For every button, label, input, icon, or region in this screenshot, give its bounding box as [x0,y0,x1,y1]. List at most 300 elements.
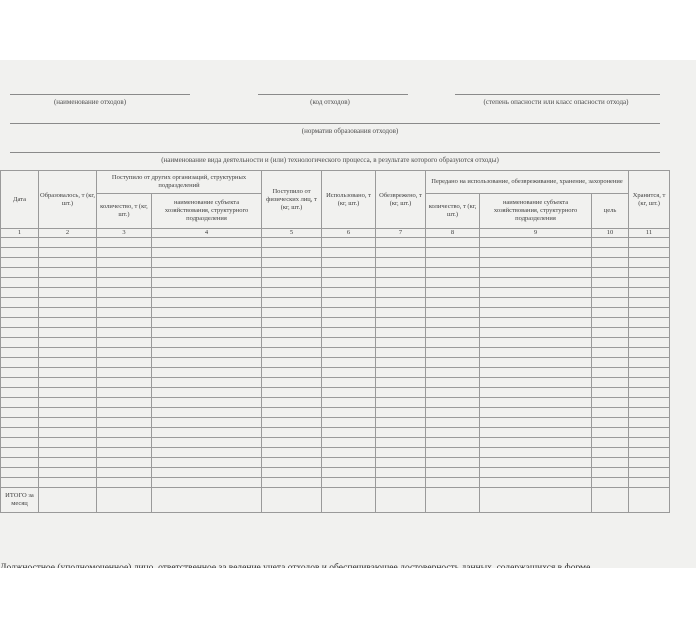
table-cell[interactable] [376,278,426,288]
table-cell[interactable] [39,368,97,378]
table-cell[interactable] [426,438,480,448]
table-cell[interactable] [629,478,670,488]
table-cell[interactable] [322,248,376,258]
table-cell[interactable] [322,308,376,318]
table-cell[interactable] [1,448,39,458]
table-cell[interactable] [322,388,376,398]
table-cell[interactable] [152,428,262,438]
table-cell[interactable] [592,348,629,358]
table-cell[interactable] [39,338,97,348]
table-cell[interactable] [262,248,322,258]
table-cell[interactable] [376,428,426,438]
table-cell[interactable] [322,238,376,248]
table-cell[interactable] [480,298,592,308]
table-cell[interactable] [97,298,152,308]
table-cell[interactable] [376,238,426,248]
table-cell[interactable] [97,408,152,418]
table-cell[interactable] [322,348,376,358]
table-cell[interactable] [629,248,670,258]
table-cell[interactable] [376,308,426,318]
table-cell[interactable] [322,268,376,278]
table-cell[interactable] [592,468,629,478]
table-cell[interactable] [629,488,670,513]
table-cell[interactable] [480,388,592,398]
table-cell[interactable] [1,278,39,288]
table-cell[interactable] [629,358,670,368]
table-cell[interactable] [1,348,39,358]
table-cell[interactable] [376,368,426,378]
table-cell[interactable] [592,448,629,458]
table-cell[interactable] [262,408,322,418]
table-cell[interactable] [152,368,262,378]
col-transferred-qty: количество, т (кг, шт.) [426,194,480,229]
table-cell[interactable] [592,328,629,338]
table-cell[interactable] [629,338,670,348]
table-cell[interactable] [39,438,97,448]
table-cell[interactable] [262,338,322,348]
table-cell[interactable] [376,438,426,448]
table-cell[interactable] [1,338,39,348]
table-cell[interactable] [152,248,262,258]
table-cell[interactable] [1,438,39,448]
table-cell[interactable] [376,468,426,478]
table-cell[interactable] [592,428,629,438]
col-formed: Образовалось, т (кг, шт.) [39,171,97,229]
table-cell[interactable] [97,488,152,513]
table-cell[interactable] [262,388,322,398]
table-cell[interactable] [592,248,629,258]
table-cell[interactable] [152,388,262,398]
table-cell[interactable] [426,458,480,468]
table-cell[interactable] [322,368,376,378]
table-cell[interactable] [376,258,426,268]
table-cell[interactable] [39,448,97,458]
table-cell[interactable] [1,408,39,418]
table-cell[interactable] [426,468,480,478]
table-cell[interactable] [39,298,97,308]
table-cell[interactable] [322,478,376,488]
table-cell[interactable] [426,288,480,298]
table-cell[interactable] [322,278,376,288]
table-cell[interactable] [322,328,376,338]
table-row [1,278,670,288]
table-cell[interactable] [592,268,629,278]
table-cell[interactable] [480,358,592,368]
table-cell[interactable] [97,288,152,298]
table-cell[interactable] [152,308,262,318]
table-cell[interactable] [152,458,262,468]
table-cell[interactable] [426,378,480,388]
table-cell[interactable] [262,428,322,438]
table-cell[interactable] [629,378,670,388]
table-cell[interactable] [39,408,97,418]
table-cell[interactable] [262,398,322,408]
table-cell[interactable] [592,478,629,488]
table-cell[interactable] [39,348,97,358]
table-cell[interactable] [426,248,480,258]
table-cell[interactable] [97,358,152,368]
table-cell[interactable] [152,398,262,408]
table-cell[interactable] [322,288,376,298]
table-cell[interactable] [426,478,480,488]
table-cell[interactable] [480,448,592,458]
table-cell[interactable] [426,428,480,438]
table-row [1,428,670,438]
table-cell[interactable] [426,408,480,418]
table-cell[interactable] [629,458,670,468]
col-received-subject: наименование субъекта хозяйствования, структурного подразделения [152,194,262,229]
table-cell[interactable] [39,358,97,368]
table-cell[interactable] [376,248,426,258]
table-cell[interactable] [592,388,629,398]
table-cell[interactable] [262,358,322,368]
table-cell[interactable] [152,478,262,488]
table-cell[interactable] [322,418,376,428]
table-cell[interactable] [1,308,39,318]
table-cell[interactable] [376,408,426,418]
table-cell[interactable] [592,258,629,268]
table-cell[interactable] [152,338,262,348]
table-cell[interactable] [262,318,322,328]
table-cell[interactable] [592,318,629,328]
table-cell[interactable] [592,488,629,513]
table-cell[interactable] [480,338,592,348]
table-cell[interactable] [322,298,376,308]
table-cell[interactable] [426,358,480,368]
table-cell[interactable] [376,348,426,358]
table-cell[interactable] [97,418,152,428]
table-cell[interactable] [39,468,97,478]
table-cell[interactable] [1,298,39,308]
table-cell[interactable] [1,268,39,278]
table-row [1,418,670,428]
table-cell[interactable] [376,328,426,338]
table-row [1,298,670,308]
table-cell[interactable] [262,368,322,378]
table-cell[interactable] [1,288,39,298]
table-cell[interactable] [97,318,152,328]
table-cell[interactable] [1,418,39,428]
table-cell[interactable] [39,238,97,248]
group-transferred: Передано на использование, обезвреживание, хранение, захоронение [426,171,629,194]
table-cell[interactable] [1,368,39,378]
table-cell[interactable] [97,438,152,448]
table-cell[interactable] [629,448,670,458]
table-cell[interactable] [1,238,39,248]
table-cell[interactable] [152,258,262,268]
table-cell[interactable] [592,278,629,288]
table-cell[interactable] [39,478,97,488]
table-cell[interactable] [152,288,262,298]
table-cell[interactable] [480,288,592,298]
table-cell[interactable] [1,468,39,478]
table-cell[interactable] [592,298,629,308]
table-cell[interactable] [592,408,629,418]
table-cell[interactable] [629,348,670,358]
table-cell[interactable] [480,418,592,428]
table-cell[interactable] [480,468,592,478]
table-cell[interactable] [426,398,480,408]
table-cell[interactable] [152,278,262,288]
table-cell[interactable] [376,268,426,278]
table-cell[interactable] [592,358,629,368]
table-cell[interactable] [97,308,152,318]
table-cell[interactable] [629,258,670,268]
table-cell[interactable] [97,238,152,248]
table-cell[interactable] [322,438,376,448]
table-cell[interactable] [629,328,670,338]
table-cell[interactable] [97,338,152,348]
table-cell[interactable] [322,428,376,438]
table-cell[interactable] [629,298,670,308]
table-cell[interactable] [262,448,322,458]
table-cell[interactable] [629,368,670,378]
table-cell[interactable] [152,378,262,388]
table-cell[interactable] [1,318,39,328]
table-cell[interactable] [426,318,480,328]
table-cell[interactable] [97,248,152,258]
table-row [1,328,670,338]
table-cell[interactable] [1,388,39,398]
table-cell[interactable] [322,378,376,388]
table-cell[interactable] [97,458,152,468]
table-cell[interactable] [1,258,39,268]
table-cell[interactable] [592,288,629,298]
waste-code-caption: (код отходов) [310,98,350,106]
table-cell[interactable] [322,488,376,513]
table-cell[interactable] [262,298,322,308]
table-cell[interactable] [39,418,97,428]
table-cell[interactable] [262,488,322,513]
table-cell[interactable] [152,408,262,418]
table-cell[interactable] [39,318,97,328]
table-cell[interactable] [322,318,376,328]
table-cell[interactable] [376,398,426,408]
table-cell[interactable] [39,428,97,438]
table-cell[interactable] [97,398,152,408]
table-cell[interactable] [39,258,97,268]
table-cell[interactable] [1,248,39,258]
table-cell[interactable] [1,458,39,468]
table-cell[interactable] [376,448,426,458]
table-cell[interactable] [629,468,670,478]
table-cell[interactable] [592,238,629,248]
table-cell[interactable] [322,338,376,348]
table-cell[interactable] [39,488,97,513]
table-cell[interactable] [629,288,670,298]
table-cell[interactable] [1,378,39,388]
table-cell[interactable] [262,468,322,478]
table-cell[interactable] [262,458,322,468]
table-cell[interactable] [322,258,376,268]
table-cell[interactable] [152,268,262,278]
table-cell[interactable] [262,438,322,448]
table-cell[interactable] [322,458,376,468]
table-cell[interactable] [262,308,322,318]
table-cell[interactable] [97,378,152,388]
table-cell[interactable] [152,238,262,248]
table-cell[interactable] [97,368,152,378]
table-cell[interactable] [97,348,152,358]
table-cell[interactable] [426,348,480,358]
table-cell[interactable] [376,378,426,388]
table-cell[interactable] [1,398,39,408]
table-cell[interactable] [152,298,262,308]
table-cell[interactable] [480,398,592,408]
table-cell[interactable] [480,368,592,378]
table-cell[interactable] [426,368,480,378]
table-cell[interactable] [376,478,426,488]
table-cell[interactable] [152,488,262,513]
table-cell[interactable] [629,278,670,288]
table-cell[interactable] [39,398,97,408]
activity-line [10,152,660,153]
col-stored: Хранится, т (кг, шт.) [629,171,670,229]
table-cell[interactable] [97,428,152,438]
table-cell[interactable] [152,438,262,448]
table-cell[interactable] [376,458,426,468]
table-cell[interactable] [426,328,480,338]
table-cell[interactable] [376,418,426,428]
table-cell[interactable] [97,478,152,488]
table-cell[interactable] [426,298,480,308]
table-cell[interactable] [592,308,629,318]
table-cell[interactable] [376,318,426,328]
table-cell[interactable] [262,478,322,488]
table-cell[interactable] [629,388,670,398]
table-cell[interactable] [1,328,39,338]
table-cell[interactable] [376,488,426,513]
table-cell[interactable] [480,478,592,488]
table-cell[interactable] [39,388,97,398]
table-cell[interactable] [376,338,426,348]
waste-ledger-table [0,170,670,513]
table-cell[interactable] [426,338,480,348]
table-cell[interactable] [376,288,426,298]
table-cell[interactable] [592,338,629,348]
table-cell[interactable] [262,288,322,298]
table-cell[interactable] [376,388,426,398]
table-cell[interactable] [592,418,629,428]
table-cell[interactable] [39,308,97,318]
table-cell[interactable] [426,268,480,278]
table-cell[interactable] [97,258,152,268]
table-cell[interactable] [426,448,480,458]
table-cell[interactable] [426,488,480,513]
table-cell[interactable] [1,478,39,488]
table-cell[interactable] [480,268,592,278]
table-cell[interactable] [39,378,97,388]
table-cell[interactable] [480,408,592,418]
table-cell[interactable] [592,398,629,408]
table-cell[interactable] [97,328,152,338]
table-cell[interactable] [262,278,322,288]
table-cell[interactable] [262,378,322,388]
table-cell[interactable] [39,328,97,338]
table-cell[interactable] [426,258,480,268]
table-cell[interactable] [262,258,322,268]
table-cell[interactable] [629,428,670,438]
table-cell[interactable] [262,418,322,428]
table-cell[interactable] [376,358,426,368]
table-cell[interactable] [39,278,97,288]
table-cell[interactable] [376,298,426,308]
table-cell[interactable] [262,328,322,338]
table-cell[interactable] [322,408,376,418]
table-cell[interactable] [39,288,97,298]
table-cell[interactable] [480,348,592,358]
table-cell[interactable] [480,308,592,318]
table-cell[interactable] [1,358,39,368]
table-cell[interactable] [592,368,629,378]
table-cell[interactable] [262,268,322,278]
table-cell[interactable] [152,418,262,428]
table-cell[interactable] [152,358,262,368]
table-cell[interactable] [322,398,376,408]
table-cell[interactable] [426,418,480,428]
table-cell[interactable] [322,448,376,458]
table-cell[interactable] [322,468,376,478]
table-cell[interactable] [152,348,262,358]
table-cell[interactable] [480,258,592,268]
table-cell[interactable] [629,408,670,418]
table-cell[interactable] [629,318,670,328]
table-cell[interactable] [39,248,97,258]
table-cell[interactable] [152,468,262,478]
table-cell[interactable] [426,238,480,248]
table-cell[interactable] [426,278,480,288]
table-cell[interactable] [480,318,592,328]
table-cell[interactable] [480,378,592,388]
table-cell[interactable] [39,268,97,278]
table-cell[interactable] [262,348,322,358]
table-cell[interactable] [629,308,670,318]
table-cell[interactable] [629,438,670,448]
table-cell[interactable] [480,248,592,258]
table-cell[interactable] [152,448,262,458]
table-cell[interactable] [97,278,152,288]
table-cell[interactable] [480,488,592,513]
table-cell[interactable] [480,428,592,438]
table-cell[interactable] [152,328,262,338]
table-cell[interactable] [629,238,670,248]
table-cell[interactable] [97,468,152,478]
table-cell[interactable] [97,448,152,458]
table-cell[interactable] [480,458,592,468]
table-cell[interactable] [426,388,480,398]
table-row [1,378,670,388]
table-cell[interactable] [629,398,670,408]
table-cell[interactable] [480,278,592,288]
table-cell[interactable] [629,418,670,428]
table-cell[interactable] [39,458,97,468]
table-cell[interactable] [1,428,39,438]
table-cell[interactable] [97,268,152,278]
table-cell[interactable] [592,458,629,468]
table-cell[interactable] [262,238,322,248]
table-cell[interactable] [322,358,376,368]
table-cell[interactable] [480,438,592,448]
table-cell[interactable] [480,238,592,248]
table-cell[interactable] [426,308,480,318]
table-cell[interactable] [629,268,670,278]
table-cell[interactable] [480,328,592,338]
table-row [1,248,670,258]
table-cell[interactable] [97,388,152,398]
table-cell[interactable] [592,438,629,448]
table-cell[interactable] [152,318,262,328]
table-cell[interactable] [592,378,629,388]
